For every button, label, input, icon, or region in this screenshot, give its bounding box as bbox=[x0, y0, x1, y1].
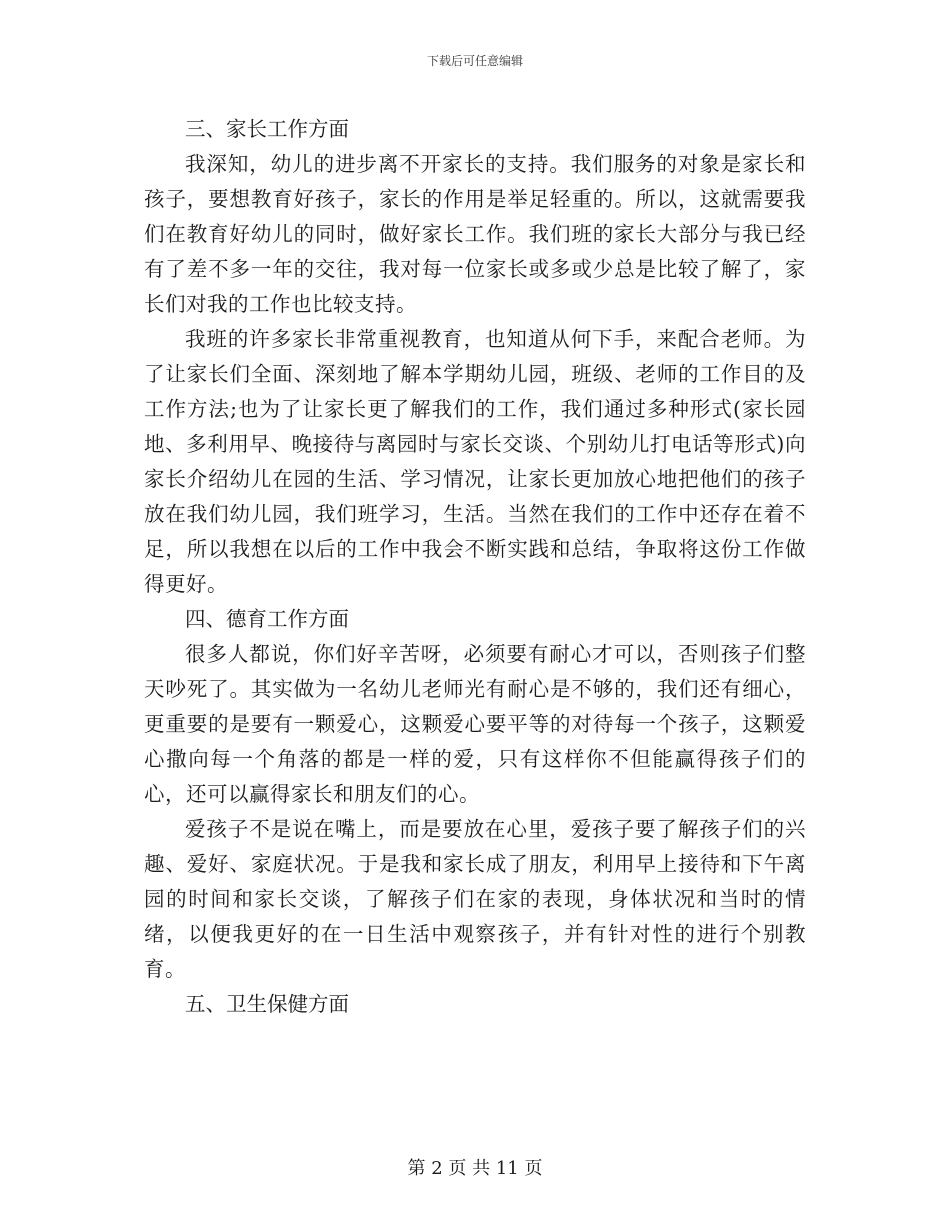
paragraph: 我班的许多家长非常重视教育，也知道从何下手，来配合老师。为了让家长们全面、深刻地了解本学期幼儿园，班级、老师的工作目的及工作方法;也为了让家长更了解我们的工作，我们通过多种形式(家长园地、多利用早、晚接待与离园时与家长交谈、个别幼儿打电话等形式)向家长介绍幼儿在园的生活、学习情况，让家长更加放心地把他们的孩子放在我们幼儿园，我们班学习，生活。当然在我们的工作中还存在着不足，所以我想在以后的工作中我会不断实践和总结，争取将这份工作做得更好。 bbox=[144, 327, 806, 596]
page-footer: 第 2 页 共 11 页 bbox=[407, 1158, 543, 1179]
document-body bbox=[144, 112, 806, 1022]
section-heading-4: 四、德育工作方面 bbox=[185, 607, 349, 631]
paragraph: 很多人都说，你们好辛苦呀，必须要有耐心才可以，否则孩子们整天吵死了。其实做为一名幼儿老师光有耐心是不够的，我们还有细心，更重要的是要有一颗爱心，这颗爱心要平等的对待每一个孩子，这颗爱心撒向每一个角落的都是一样的爱，只有这样你不但能赢得孩子们的心，还可以赢得家长和朋友们的心。 bbox=[144, 642, 806, 806]
paragraph: 我深知，幼儿的进步离不开家长的支持。我们服务的对象是家长和孩子，要想教育好孩子，家长的作用是举足轻重的。所以，这就需要我们在教育好幼儿的同时，做好家长工作。我们班的家长大部分与我已经有了差不多一年的交往，我对每一位家长或多或少总是比较了解了，家长们对我的工作也比较支持。 bbox=[144, 152, 806, 316]
section-heading-3: 三、家长工作方面 bbox=[185, 117, 349, 141]
page-header: 下载后可任意编辑 bbox=[426, 54, 523, 68]
paragraph: 爱孩子不是说在嘴上，而是要放在心里，爱孩子要了解孩子们的兴趣、爱好、家庭状况。于是我和家长成了朋友，利用早上接待和下午离园的时间和家长交谈，了解孩子们在家的表现，身体状况和当时的情绪，以便我更好的在一日生活中观察孩子，并有针对性的进行个别教育。 bbox=[144, 817, 806, 981]
section-heading-5: 五、卫生保健方面 bbox=[185, 992, 349, 1016]
